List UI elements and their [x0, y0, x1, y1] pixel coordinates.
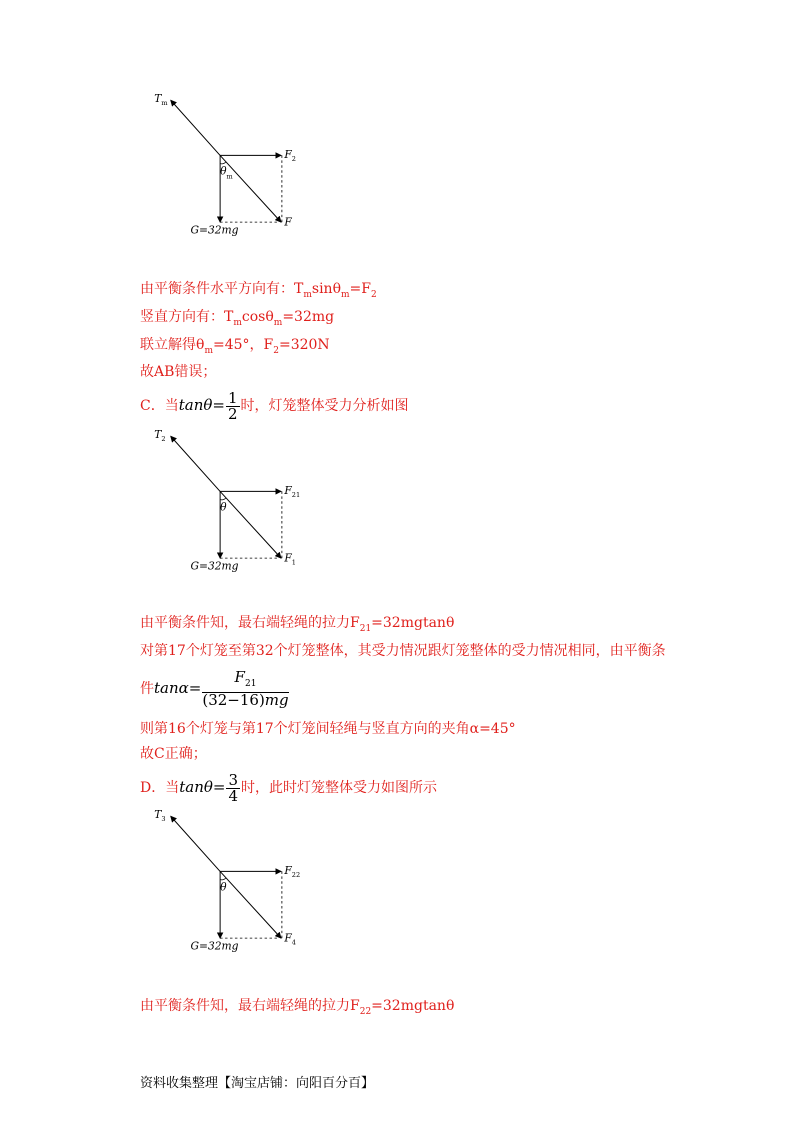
equation-vertical: 竖直方向有：$T_m\cos\theta_m=32mg$	[140, 309, 335, 328]
force-h-label: $F_{21}$	[284, 483, 301, 500]
tension-label: $T_3$	[154, 807, 166, 824]
force-diagram-3	[130, 807, 330, 953]
angle-label: θ	[220, 880, 227, 894]
equation-solution: 联立解得$\theta_m=45^\circ$，$F_2=320N$	[140, 337, 330, 356]
gravity-label: G=32mg	[190, 223, 239, 237]
angle-label: $\theta_m$	[220, 164, 233, 181]
tension-vector	[171, 436, 220, 491]
gravity-label: G=32mg	[190, 559, 239, 573]
gravity-label: G=32mg	[190, 939, 239, 953]
conclusion-ab: 故AB错误；	[140, 364, 217, 380]
c-angle-result: 则第16个灯笼与第17个灯笼间轻绳与竖直方向的夹角α=45°	[140, 721, 516, 737]
angle-label: θ	[220, 500, 227, 514]
conclusion-c: 故C正确；	[140, 746, 207, 762]
tension-label: $T_2$	[154, 427, 166, 444]
force-h-label: $F_2$	[284, 147, 296, 164]
equation-c-tension: 由平衡条件知，最右端轻绳的拉力$F_{21}=32mgtan\theta$	[140, 615, 455, 634]
resultant-label: F	[284, 215, 292, 229]
tension-vector	[171, 100, 220, 155]
resultant-label: $F_1$	[284, 551, 296, 567]
resultant-label: $F_4$	[284, 931, 296, 947]
force-diagram-1	[130, 91, 330, 237]
c-equation-alpha: 件tanα= $\frac{F_{21}}{(32-16)mg}$	[140, 668, 289, 709]
page-footer: 资料收集整理【淘宝店铺：向阳百分百】	[140, 1076, 375, 1091]
resultant-force-vector	[220, 155, 281, 222]
resultant-force-vector	[220, 491, 281, 558]
c-explanation: 对第17个灯笼至第32个灯笼整体，其受力情况跟灯笼整体的受力情况相同，由平衡条	[140, 643, 666, 659]
option-c-heading: C．当tanθ= $\frac{1}{2}$ 时，灯笼整体受力分析如图	[140, 388, 409, 423]
tension-vector	[171, 816, 220, 871]
equation-d-tension: 由平衡条件知，最右端轻绳的拉力$F_{22}=32mgtan\theta$	[140, 998, 455, 1017]
force-diagram-2	[130, 427, 330, 573]
force-h-label: $F_{22}$	[284, 863, 301, 880]
tension-label: $T_m$	[154, 91, 168, 108]
option-d-heading: D．当tanθ= $\frac{3}{4}$ 时，此时灯笼整体受力如图所示	[140, 770, 438, 805]
resultant-force-vector	[220, 871, 281, 938]
equation-horizontal: 由平衡条件水平方向有：$T_m\sin\theta_m=F_2$	[140, 281, 377, 300]
